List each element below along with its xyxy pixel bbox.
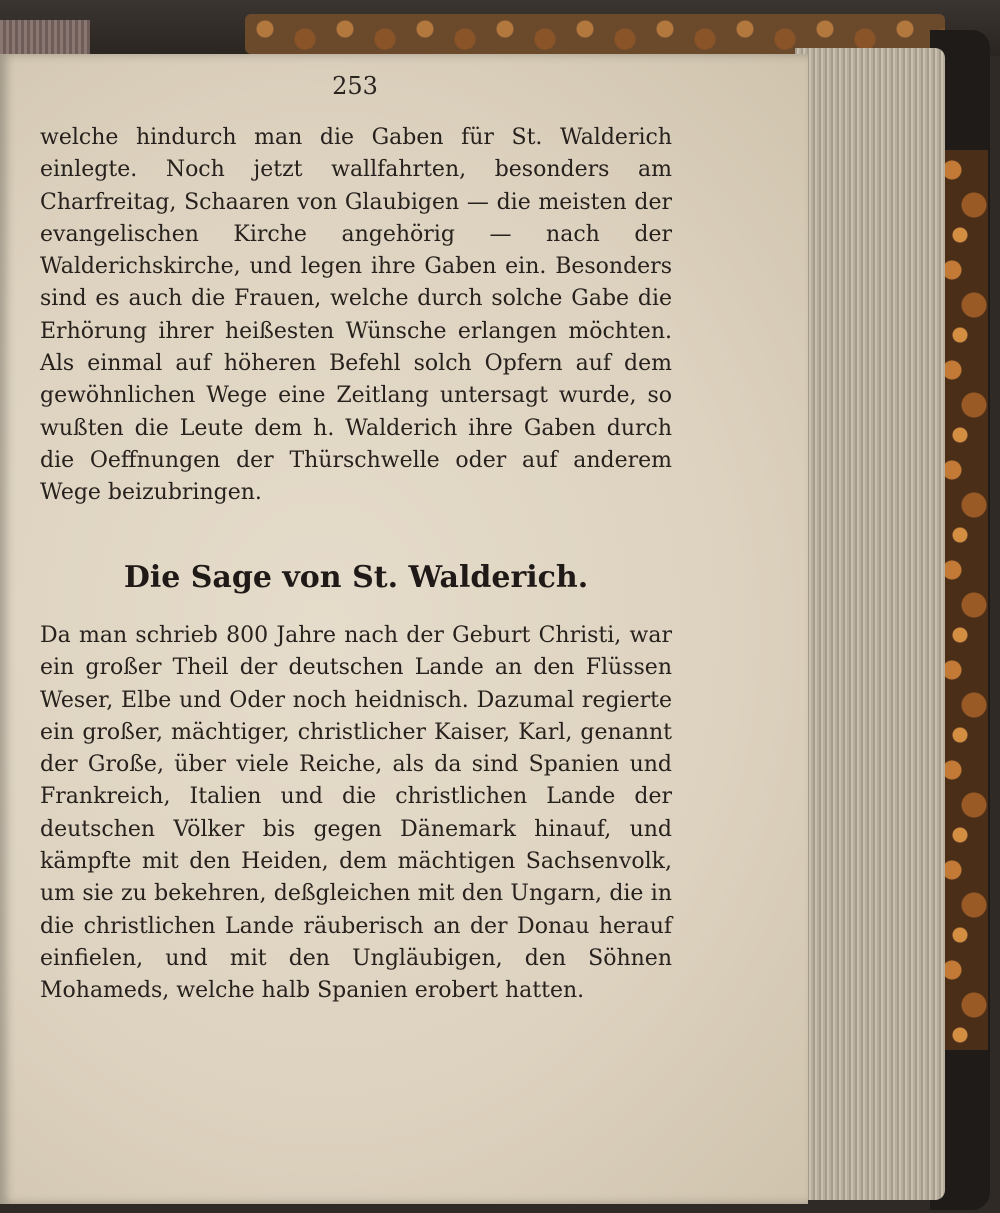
page-block-edges [795,48,945,1200]
paragraph-1: welche hindurch man die Gaben für St. Walderich einlegte. Noch jetzt wallfahrten, besonders am Charfreitag, Schaaren von Glaubigen — die meisten der evangelischen Kirche angehörig — nach der Walderichskirche, und legen ihre Gaben ein. Besonders sind es auch die Frauen, welche durch solche Gabe die Erhörung ihrer heißesten Wünsche erlangen möchten. Als einmal auf höheren Befehl solch Opfern auf dem gewöhnlichen Wege eine Zeitlang untersagt wurde, so wußten die Leute dem h. Walderich ihre Gaben durch die Oeffnungen der Thürschwelle oder auf anderem Wege beizubringen. [40,125,672,506]
bookmark-ribbon [0,20,90,54]
marbled-edge [940,150,988,1050]
section-heading: Die Sage von St. Walderich. [123,560,589,595]
paragraph-2: Da man schrieb 800 Jahre nach der Geburt Christi, war ein großer Theil der deutschen Lande an den Flüssen Weser, Elbe und Oder noch heidnisch. Dazumal regierte ein großer, mächtiger, christlicher Kaiser, Karl, genannt der Große, über viele Reiche, als da sind Spanien und Frankreich, Italien und die christlichen Lande der deutschen Völker bis gegen Dänemark hinauf, und kämpfte mit den Heiden, dem mächtigen Sachsenvolk, um sie zu bekehren, deßgleichen mit den Ungarn, die in die christlichen Lande räuberisch an der Donau herauf einfielen, und mit den Ungläubigen, den Söhnen Mohameds, welche halb Spanien erobert hatten. [40,623,672,1004]
page-number: 253 [332,72,378,100]
